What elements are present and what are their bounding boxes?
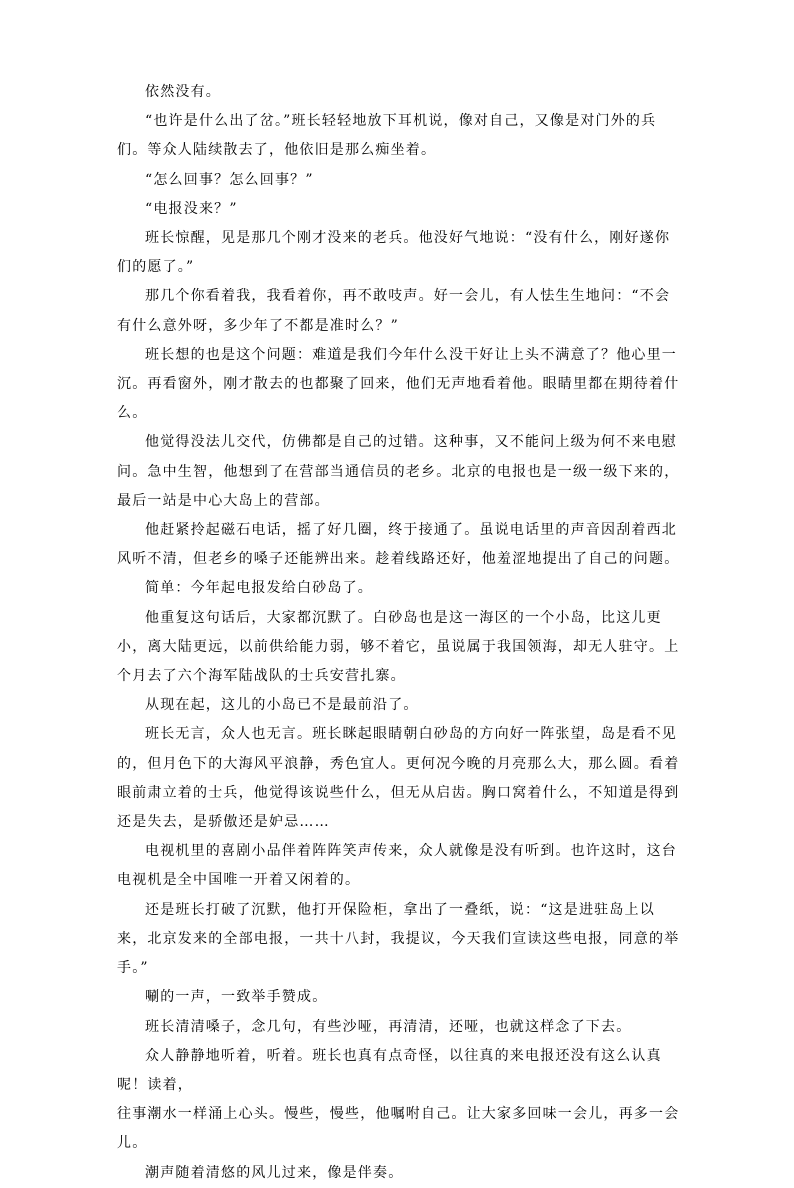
paragraph: 依然没有。	[145, 84, 221, 100]
paragraph: 班长惊醒，见是那几个刚才没来的老兵。他没好气地说：“没有什么，刚好遂你们的愿了。”	[117, 230, 671, 276]
document-page	[117, 78, 682, 1188]
paragraph: 简单：今年起电报发给白砂岛了。	[145, 580, 373, 597]
paragraph: 往事潮水一样涌上心头。慢些，慢些，他嘱咐自己。让大家多回味一会儿，再多一会儿。	[117, 1106, 680, 1152]
paragraph: 从现在起，这儿的小岛已不是最前沿了。	[145, 697, 419, 714]
paragraph: 班长清清嗓子，念几句，有些沙哑，再清清，还哑，也就这样念了下去。	[145, 1018, 632, 1035]
paragraph: 电视机里的喜剧小品伴着阵阵笑声传来，众人就像是没有听到。也许这时，这台电视机是全中国唯一开着又闲着的。	[117, 843, 677, 889]
paragraph: 还是班长打破了沉默，他打开保险柜，拿出了一叠纸，说：“这是进驻岛上以来，北京发来的全部电报，一共十八封，我提议，今天我们宣读这些电报，同意的举手。”	[117, 901, 680, 977]
paragraph: 他重复这句话后，大家都沉默了。白砂岛也是这一海区的一个小岛，比这儿更小，离大陆更远，以前供给能力弱，够不着它，虽说属于我国领海，却无人驻守。上个月去了六个海军陆战队的士兵安营扎寨。	[117, 609, 680, 685]
paragraph: “电报没来？”	[145, 200, 238, 217]
paragraph: “也许是什么出了岔。”班长轻轻地放下耳机说，像对自己，又像是对门外的兵们。等众人陆续散去了，他依旧是那么痴坐着。	[117, 113, 657, 159]
paragraph: 唰的一声，一致举手赞成。	[145, 989, 328, 1006]
paragraph: “怎么回事？怎么回事？”	[145, 171, 314, 188]
paragraph: 班长想的也是这个问题：难道是我们今年什么没干好让上头不满意了？他心里一沉。再看窗外，刚才散去的也都聚了回来，他们无声地看着他。眼睛里都在期待着什么。	[117, 346, 680, 422]
paragraph: 潮声随着清悠的风儿过来，像是伴奏。	[145, 1164, 404, 1181]
paragraph: 他赶紧拎起磁石电话，摇了好几圈，终于接通了。虽说电话里的声音因刮着西北风听不清，但老乡的嗓子还能辨出来。趁着线路还好，他羞涩地提出了自己的问题。	[117, 522, 680, 568]
paragraph: 众人静静地听着，听着。班长也真有点奇怪，以往真的来电报还没有这么认真呢！读着，	[117, 1047, 662, 1093]
paragraph: 班长无言，众人也无言。班长眯起眼睛朝白砂岛的方向好一阵张望，岛是看不见的，但月色下的大海风平浪静，秀色宜人。更何况今晚的月亮那么大，那么圆。看着眼前肃立着的士兵，他觉得该说些什么，但无从启齿。胸口窝着什么，不知道是得到还是失去，是骄傲还是妒忌……	[117, 726, 680, 831]
paragraph: 那几个你看着我，我看着你，再不敢吱声。好一会儿，有人怯生生地问：“不会有什么意外呀，多少年了不都是准时么？”	[117, 288, 671, 334]
paragraph: 他觉得没法儿交代，仿佛都是自己的过错。这种事，又不能问上级为何不来电慰问。急中生智，他想到了在营部当通信员的老乡。北京的电报也是一级一级下来的，最后一站是中心大岛上的营部。	[117, 434, 680, 509]
